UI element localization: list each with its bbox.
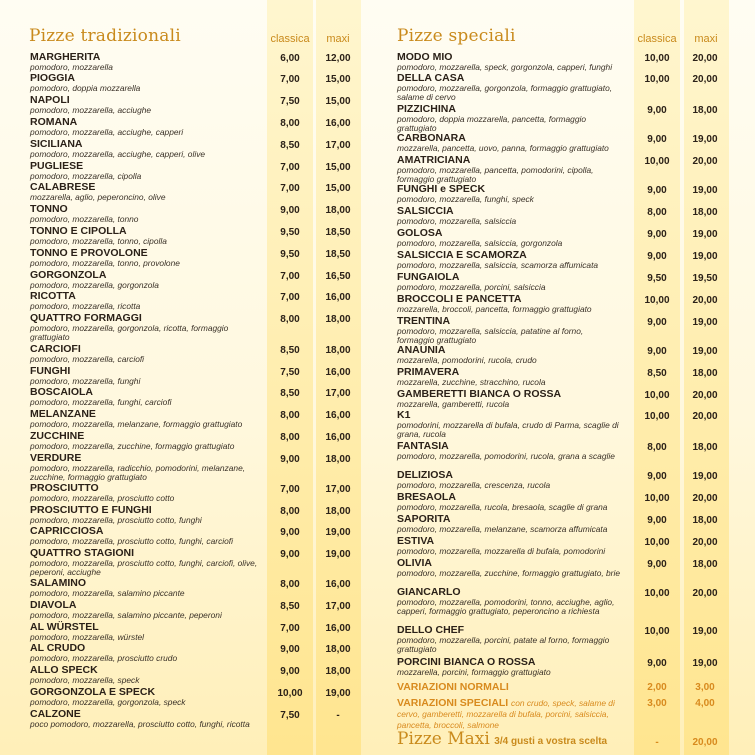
- pizza-name: BOSCAIOLA: [30, 386, 93, 398]
- price-classica: 8,00: [280, 432, 300, 443]
- price-classica: 7,00: [280, 183, 300, 194]
- left-pizza-item: [30, 643, 258, 663]
- pizza-name: SALSICCIA: [397, 205, 454, 217]
- right-pizza-item: [397, 441, 622, 461]
- price-maxi: 19,00: [692, 471, 718, 482]
- pizza-name: DIAVOLA: [30, 599, 77, 611]
- pizza-ingredients: pomodoro, doppia mozzarella: [30, 83, 141, 93]
- price-classica: 10,00: [644, 390, 670, 401]
- pizza-ingredients: pomodoro, mozzarella, prosciutto cotto: [30, 493, 175, 503]
- price-maxi: 20,00: [692, 53, 718, 64]
- price-classica: 7,50: [280, 367, 300, 378]
- pizza-name: DELLO CHEF: [397, 624, 465, 636]
- right-pizza-item: [397, 514, 622, 534]
- price-maxi: 18,00: [692, 559, 718, 570]
- right-pizza-item: [397, 73, 622, 102]
- price-classica: 9,00: [647, 658, 667, 669]
- pizza-name: SALSICCIA E SCAMORZA: [397, 249, 527, 261]
- price-maxi: 18,00: [692, 207, 718, 218]
- pizza-name: TONNO E CIPOLLA: [30, 225, 127, 237]
- variazioni-speciali-classica: 3,00: [647, 698, 667, 709]
- price-classica: 9,00: [647, 559, 667, 570]
- pizza-name: FANTASIA: [397, 440, 449, 452]
- pizza-ingredients: pomodoro, mozzarella, zucchine, formaggio grattugiato, brie: [397, 568, 620, 578]
- pizza-ingredients: pomodoro, mozzarella, cipolla: [30, 171, 142, 181]
- pizza-ingredients: pomodoro, mozzarella, acciughe, capperi, olive: [30, 149, 206, 159]
- pizza-name: GOLOSA: [397, 227, 443, 239]
- price-maxi: 20,00: [692, 156, 718, 167]
- pizza-name: ZUCCHINE: [30, 430, 85, 442]
- variazioni-speciali-desc: con crudo, speck, salame di cervo, gamberetti, mozzarella di bufala, porcini, salsiccia, pancetta, broccoli, salmone: [397, 698, 615, 730]
- right-classica-header: classica: [637, 33, 677, 45]
- variazioni-speciali-maxi: 4,00: [695, 698, 715, 709]
- pizza-ingredients: pomodoro, mozzarella, porcini, patate al forno, formaggio grattugiato: [397, 635, 610, 654]
- pizza-ingredients: pomodoro, mozzarella, speck: [30, 675, 140, 685]
- price-maxi: 19,00: [692, 134, 718, 145]
- right-pizza-item: [397, 470, 622, 490]
- price-maxi: 15,00: [325, 162, 351, 173]
- pizza-name: SICILIANA: [30, 138, 83, 150]
- pizza-name: FUNGHI e SPECK: [397, 183, 486, 195]
- pizza-ingredients: pomodoro, mozzarella, salsiccia, scamorza affumicata: [397, 260, 599, 270]
- price-maxi: 12,00: [325, 53, 351, 64]
- price-maxi: 19,00: [692, 346, 718, 357]
- pizza-name: SALAMINO: [30, 577, 86, 589]
- pizza-name: FUNGAIOLA: [397, 271, 460, 283]
- left-pizza-item: [30, 687, 258, 707]
- price-maxi: 19,00: [692, 229, 718, 240]
- pizza-name: SAPORITA: [397, 513, 451, 525]
- pizza-ingredients: pomodoro, mozzarella, funghi: [30, 376, 141, 386]
- right-pizza-item: [397, 250, 622, 270]
- left-pizza-item: [30, 600, 258, 620]
- price-classica: 7,00: [280, 271, 300, 282]
- pizza-ingredients: pomodoro, mozzarella, funghi, speck: [397, 194, 534, 204]
- price-maxi: 19,00: [692, 658, 718, 669]
- left-pizza-item: [30, 665, 258, 685]
- right-pizza-item: [397, 657, 622, 677]
- price-maxi: 17,00: [325, 140, 351, 151]
- pizza-ingredients: mozzarella, broccoli, pancetta, formaggio grattugiato: [397, 304, 592, 314]
- price-maxi: 18,00: [325, 644, 351, 655]
- price-classica: 8,50: [280, 601, 300, 612]
- pizza-ingredients: mozzarella, gamberetti, rucola: [397, 399, 510, 409]
- price-maxi: 19,00: [692, 185, 718, 196]
- pizza-ingredients: mozzarella, pomodorini, rucola, crudo: [397, 355, 537, 365]
- price-maxi: 15,00: [325, 74, 351, 85]
- pizza-ingredients: pomodoro, mozzarella, salsiccia, gorgonzola: [397, 238, 563, 248]
- pizza-ingredients: pomodoro, mozzarella, salsiccia, patatine al forno, formaggio grattugiato: [397, 326, 584, 345]
- pizza-name: PROSCIUTTO E FUNGHI: [30, 504, 152, 516]
- price-maxi: 16,00: [325, 292, 351, 303]
- pizza-name: ANAUNIA: [397, 344, 446, 356]
- price-maxi: 18,00: [325, 666, 351, 677]
- pizza-ingredients: pomodoro, mozzarella, acciughe, capperi: [30, 127, 184, 137]
- price-maxi: 16,00: [325, 579, 351, 590]
- right-pizza-item: [397, 104, 622, 133]
- pizza-ingredients: pomodoro, mozzarella, crescenza, rucola: [397, 480, 551, 490]
- right-pizza-item: [397, 228, 622, 248]
- pizza-name: PIOGGIA: [30, 72, 75, 84]
- pizza-ingredients: mozzarella, porcini, formaggio grattugiato: [397, 667, 551, 677]
- price-classica: 9,00: [647, 134, 667, 145]
- right-pizza-item: [397, 133, 622, 153]
- pizza-ingredients: pomodoro, mozzarella, pomodorini, rucola, grana a scaglie: [397, 451, 615, 461]
- pizze-maxi-title: Pizze Maxi: [397, 729, 490, 749]
- left-section-title: Pizze tradizionali: [29, 26, 181, 46]
- price-classica: 8,00: [280, 410, 300, 421]
- price-maxi: 19,00: [325, 527, 351, 538]
- price-maxi: 18,00: [325, 454, 351, 465]
- price-maxi: 16,00: [325, 623, 351, 634]
- pizza-ingredients: pomodoro, mozzarella, porcini, salsiccia: [397, 282, 546, 292]
- pizza-name: PUGLIESE: [30, 160, 84, 172]
- price-classica: 9,00: [647, 515, 667, 526]
- right-section-title: Pizze speciali: [397, 26, 516, 46]
- price-classica: 9,00: [280, 205, 300, 216]
- price-maxi: 20,00: [692, 588, 718, 599]
- pizza-ingredients: pomodoro, mozzarella, prosciutto cotto, funghi: [30, 515, 202, 525]
- left-pizza-item: [30, 291, 258, 311]
- left-pizza-item: [30, 366, 258, 386]
- price-maxi: 19,00: [325, 549, 351, 560]
- pizza-name: PORCINI BIANCA O ROSSA: [397, 656, 536, 668]
- pizza-name: CARCIOFI: [30, 343, 81, 355]
- right-pizza-item: [397, 587, 622, 616]
- left-pizza-item: [30, 387, 258, 407]
- right-pizza-item: [397, 294, 622, 314]
- pizza-name: TONNO E PROVOLONE: [30, 247, 148, 259]
- pizza-ingredients: pomodoro, mozzarella, gorgonzola, ricotta, formaggio grattugiato: [30, 323, 229, 342]
- left-classica-header: classica: [270, 33, 310, 45]
- price-classica: 9,50: [280, 227, 300, 238]
- pizza-ingredients: pomodoro, mozzarella, acciughe: [30, 105, 152, 115]
- price-maxi: 16,50: [325, 271, 351, 282]
- left-pizza-item: [30, 409, 258, 429]
- price-maxi: 18,50: [325, 227, 351, 238]
- left-pizza-item: [30, 453, 258, 482]
- left-pizza-item: [30, 622, 258, 642]
- right-pizza-item: [397, 272, 622, 292]
- pizza-name: NAPOLI: [30, 94, 70, 106]
- price-maxi: 18,00: [692, 442, 718, 453]
- price-classica: 9,00: [280, 666, 300, 677]
- price-classica: 10,00: [644, 53, 670, 64]
- right-pizza-item: [397, 184, 622, 204]
- pizza-name: GIANCARLO: [397, 586, 461, 598]
- left-pizza-item: [30, 182, 258, 202]
- pizza-name: CALZONE: [30, 708, 81, 720]
- price-classica: 9,00: [647, 251, 667, 262]
- left-pizza-item: [30, 52, 258, 72]
- price-maxi: 17,00: [325, 601, 351, 612]
- pizza-ingredients: mozzarella, aglio, peperoncino, olive: [30, 192, 166, 202]
- left-pizza-item: [30, 505, 258, 525]
- pizza-ingredients: pomodoro, mozzarella, radicchio, pomodorini, melanzane, zucchine, formaggio grattugiato: [30, 463, 246, 482]
- price-maxi: 20,00: [692, 74, 718, 85]
- price-maxi: 19,50: [692, 273, 718, 284]
- price-maxi: 18,00: [692, 368, 718, 379]
- price-maxi: 17,00: [325, 484, 351, 495]
- pizza-name: ALLO SPECK: [30, 664, 98, 676]
- right-pizza-item: [397, 625, 622, 654]
- price-maxi: 18,00: [325, 205, 351, 216]
- price-classica: 9,00: [647, 317, 667, 328]
- pizza-ingredients: pomodoro, mozzarella, gorgonzola, formaggio grattugiato, salame di cervo: [397, 83, 613, 102]
- pizza-ingredients: pomodorini, mozzarella di bufala, crudo di Parma, scaglie di grana, rucola: [397, 420, 619, 439]
- pizza-ingredients: pomodoro, mozzarella, prosciutto cotto, funghi, carciofi: [30, 536, 233, 546]
- pizza-ingredients: pomodoro, doppia mozzarella, pancetta, formaggio grattugiato: [397, 114, 587, 133]
- left-pizza-item: [30, 548, 258, 577]
- pizza-name: BROCCOLI E PANCETTA: [397, 293, 522, 305]
- price-classica: 9,00: [647, 229, 667, 240]
- price-classica: 7,00: [280, 162, 300, 173]
- pizza-name: MARGHERITA: [30, 51, 101, 63]
- left-pizza-item: [30, 431, 258, 451]
- price-maxi: 20,00: [692, 295, 718, 306]
- right-pizza-item: [397, 52, 622, 72]
- left-pizza-item: [30, 248, 258, 268]
- price-classica: 8,50: [280, 345, 300, 356]
- pizza-ingredients: pomodoro, mozzarella, gorgonzola, speck: [30, 697, 186, 707]
- price-maxi: 16,00: [325, 367, 351, 378]
- price-classica: 10,00: [644, 588, 670, 599]
- right-pizza-item: [397, 345, 622, 365]
- price-maxi: 15,00: [325, 183, 351, 194]
- price-maxi: 18,00: [325, 506, 351, 517]
- left-pizza-item: [30, 95, 258, 115]
- pizza-ingredients: pomodoro, mozzarella, tonno, cipolla: [30, 236, 167, 246]
- left-maxi-header: maxi: [326, 33, 350, 45]
- price-maxi: 19,00: [692, 626, 718, 637]
- price-maxi: 20,00: [692, 493, 718, 504]
- pizza-ingredients: pomodoro, mozzarella, carciofi: [30, 354, 145, 364]
- left-pizza-item: [30, 139, 258, 159]
- pizza-name: AL WÜRSTEL: [30, 621, 99, 633]
- price-maxi: 18,00: [692, 515, 718, 526]
- right-pizza-item: [397, 492, 622, 512]
- pizza-name: ROMANA: [30, 116, 78, 128]
- price-maxi: 16,00: [325, 432, 351, 443]
- pizza-ingredients: poco pomodoro, mozzarella, prosciutto cotto, funghi, ricotta: [30, 719, 250, 729]
- pizza-name: GAMBERETTI BIANCA O ROSSA: [397, 388, 562, 400]
- right-pizza-item: [397, 410, 622, 439]
- pizza-name: PROSCIUTTO: [30, 482, 99, 494]
- price-classica: 8,00: [280, 118, 300, 129]
- variazioni-normali-label: VARIAZIONI NORMALI: [397, 681, 509, 693]
- pizze-maxi-row: [397, 729, 607, 749]
- pizza-name: AL CRUDO: [30, 642, 86, 654]
- pizza-ingredients: pomodoro, mozzarella, ricotta: [30, 301, 141, 311]
- pizza-ingredients: pomodoro, mozzarella, zucchine, formaggio grattugiato: [30, 441, 235, 451]
- left-pizza-item: [30, 578, 258, 598]
- pizza-name: QUATTRO STAGIONI: [30, 547, 135, 559]
- pizza-name: PRIMAVERA: [397, 366, 460, 378]
- price-maxi: 20,00: [692, 390, 718, 401]
- pizza-name: DELIZIOSA: [397, 469, 454, 481]
- pizza-ingredients: pomodoro, mozzarella, melanzane, scamorza affumicata: [397, 524, 608, 534]
- price-classica: 8,00: [280, 506, 300, 517]
- pizza-name: GORGONZOLA: [30, 269, 107, 281]
- pizze-maxi-classica: -: [655, 737, 659, 748]
- pizza-name: K1: [397, 409, 411, 421]
- right-pizza-item: [397, 536, 622, 556]
- pizze-maxi-subtitle: 3/4 gusti a vostra scelta: [494, 736, 608, 747]
- price-maxi: 18,00: [325, 345, 351, 356]
- left-pizza-item: [30, 204, 258, 224]
- price-classica: 10,00: [644, 537, 670, 548]
- pizza-ingredients: mozzarella, pancetta, uovo, panna, formaggio grattugiato: [397, 143, 609, 153]
- pizza-name: GORGONZOLA E SPECK: [30, 686, 156, 698]
- price-maxi: 20,00: [692, 411, 718, 422]
- left-pizza-item: [30, 117, 258, 137]
- pizza-name: TRENTINA: [397, 315, 451, 327]
- price-maxi: 19,00: [325, 688, 351, 699]
- price-classica: 10,00: [644, 626, 670, 637]
- price-classica: 10,00: [644, 156, 670, 167]
- left-pizza-item: [30, 73, 258, 93]
- price-classica: 9,00: [647, 185, 667, 196]
- price-classica: 10,00: [644, 411, 670, 422]
- left-pizza-item: [30, 483, 258, 503]
- price-maxi: -: [336, 710, 340, 721]
- pizza-name: CAPRICCIOSA: [30, 525, 104, 537]
- pizza-ingredients: pomodoro, mozzarella, salamino piccante: [30, 588, 185, 598]
- price-maxi: 18,00: [325, 314, 351, 325]
- price-classica: 8,50: [647, 368, 667, 379]
- pizza-name: CARBONARA: [397, 132, 466, 144]
- right-pizza-item: [397, 206, 622, 226]
- pizza-ingredients: pomodoro, mozzarella, speck, gorgonzola, capperi, funghi: [397, 62, 613, 72]
- right-pizza-item: [397, 155, 622, 184]
- right-pizza-item: [397, 316, 622, 345]
- pizze-maxi-price: 20,00: [692, 737, 718, 748]
- variazioni-normali-classica: 2,00: [647, 682, 667, 693]
- pizza-ingredients: pomodoro, mozzarella, tonno: [30, 214, 139, 224]
- pizza-name: MELANZANE: [30, 408, 96, 420]
- pizza-name: ESTIVA: [397, 535, 435, 547]
- pizza-ingredients: pomodoro, mozzarella, gorgonzola: [30, 280, 159, 290]
- pizza-ingredients: pomodoro, mozzarella, tonno, provolone: [30, 258, 180, 268]
- pizza-name: MODO MIO: [397, 51, 453, 63]
- pizza-name: FUNGHI: [30, 365, 71, 377]
- price-classica: 6,00: [280, 53, 300, 64]
- price-classica: 8,00: [280, 579, 300, 590]
- pizza-name: PIZZICHINA: [397, 103, 456, 115]
- right-pizza-item: [397, 558, 622, 578]
- pizza-name: BRESAOLA: [397, 491, 456, 503]
- pizza-ingredients: pomodoro, mozzarella, pomodorini, tonno, acciughe, aglio, capperi, formaggio grattugiato, peperoncino a richiesta: [397, 597, 615, 616]
- price-maxi: 19,00: [692, 317, 718, 328]
- price-classica: 7,00: [280, 484, 300, 495]
- pizza-ingredients: pomodoro, mozzarella, salamino piccante, peperoni: [30, 610, 222, 620]
- price-classica: 10,00: [644, 295, 670, 306]
- price-classica: 9,00: [647, 105, 667, 116]
- price-maxi: 16,00: [325, 118, 351, 129]
- left-pizza-item: [30, 226, 258, 246]
- pizza-ingredients: pomodoro, mozzarella, rucola, bresaola, scaglie di grana: [397, 502, 608, 512]
- right-pizza-item: [397, 367, 622, 387]
- left-pizza-item: [30, 526, 258, 546]
- variazioni-normali: [397, 682, 509, 693]
- price-maxi: 15,00: [325, 96, 351, 107]
- pizza-ingredients: mozzarella, zucchine, stracchino, rucola: [397, 377, 546, 387]
- left-pizza-item: [30, 270, 258, 290]
- price-classica: 9,50: [647, 273, 667, 284]
- pizza-ingredients: pomodoro, mozzarella, prosciutto crudo: [30, 653, 178, 663]
- price-classica: 9,50: [280, 249, 300, 260]
- pizza-name: QUATTRO FORMAGGI: [30, 312, 142, 324]
- pizza-ingredients: pomodoro, mozzarella, würstel: [30, 632, 145, 642]
- price-classica: 8,00: [280, 314, 300, 325]
- pizza-ingredients: pomodoro, mozzarella, pancetta, pomodorini, cipolla, formaggio grattugiato: [397, 165, 594, 184]
- pizza-name: CALABRESE: [30, 181, 96, 193]
- price-classica: 9,00: [647, 471, 667, 482]
- left-pizza-item: [30, 344, 258, 364]
- price-classica: 8,00: [647, 442, 667, 453]
- price-classica: 8,00: [647, 207, 667, 218]
- price-maxi: 16,00: [325, 410, 351, 421]
- price-maxi: 17,00: [325, 388, 351, 399]
- pizza-name: OLIVIA: [397, 557, 433, 569]
- left-pizza-item: [30, 313, 258, 342]
- price-classica: 9,00: [280, 527, 300, 538]
- right-pizza-item: [397, 389, 622, 409]
- price-classica: 9,00: [647, 346, 667, 357]
- price-maxi: 20,00: [692, 537, 718, 548]
- price-classica: 10,00: [644, 74, 670, 85]
- price-classica: 7,00: [280, 292, 300, 303]
- pizza-name: TONNO: [30, 203, 68, 215]
- variazioni-speciali: [397, 698, 622, 731]
- pizza-ingredients: pomodoro, mozzarella, melanzane, formaggio grattugiato: [30, 419, 243, 429]
- price-classica: 10,00: [277, 688, 303, 699]
- pizza-ingredients: pomodoro, mozzarella, funghi, carciofi: [30, 397, 172, 407]
- pizza-ingredients: pomodoro, mozzarella: [30, 62, 113, 72]
- left-pizza-item: [30, 161, 258, 181]
- pizza-ingredients: pomodoro, mozzarella, prosciutto cotto, funghi, carciofi, olive, peperoni, acciughe: [30, 558, 258, 577]
- pizza-name: RICOTTA: [30, 290, 76, 302]
- price-classica: 8,50: [280, 140, 300, 151]
- price-classica: 7,50: [280, 710, 300, 721]
- left-pizza-item: [30, 709, 258, 729]
- right-maxi-header: maxi: [694, 33, 718, 45]
- price-maxi: 18,00: [692, 105, 718, 116]
- variazioni-normali-maxi: 3,00: [695, 682, 715, 693]
- variazioni-speciali-label: VARIAZIONI SPECIALI: [397, 697, 509, 709]
- price-classica: 7,50: [280, 96, 300, 107]
- price-classica: 7,00: [280, 623, 300, 634]
- price-classica: 7,00: [280, 74, 300, 85]
- pizza-ingredients: pomodoro, mozzarella, salsiccia: [397, 216, 517, 226]
- pizza-name: DELLA CASA: [397, 72, 465, 84]
- price-classica: 8,50: [280, 388, 300, 399]
- price-classica: 9,00: [280, 644, 300, 655]
- pizza-ingredients: pomodoro, mozzarella, mozzarella di bufala, pomodorini: [397, 546, 606, 556]
- price-maxi: 19,00: [692, 251, 718, 262]
- price-maxi: 18,50: [325, 249, 351, 260]
- price-classica: 9,00: [280, 454, 300, 465]
- pizza-name: AMATRICIANA: [397, 154, 471, 166]
- pizza-name: VERDURE: [30, 452, 82, 464]
- price-classica: 10,00: [644, 493, 670, 504]
- price-classica: 9,00: [280, 549, 300, 560]
